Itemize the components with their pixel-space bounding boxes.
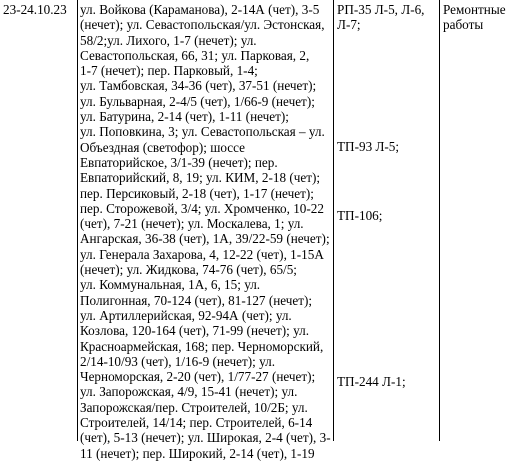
address-line: ул. Войкова (Караманова), 2-14А (чет), 3-5 bbox=[80, 2, 320, 17]
substation-line: ТП-106; bbox=[337, 208, 383, 223]
address-line: (нечет); ул. Севастопольская/ул. Эстонская, bbox=[80, 17, 325, 33]
address-line: (чет), 5-13 (нечет); ул. Широкая, 2-4 (чет), 3- bbox=[80, 430, 331, 446]
address-line: Козлова, 120-164 (чет), 71-99 (нечет); ул. bbox=[80, 323, 310, 339]
substation-line: ТП-93 Л-5; bbox=[337, 139, 400, 154]
address-line: Красноармейская, 168; пер. Черноморский, bbox=[80, 338, 324, 354]
address-line: 11 (нечет); пер. Широкий, 2-14 (чет), 1-19 bbox=[80, 445, 315, 461]
address-line: ул. Поповкина, 3; ул. Севастопольская – ул. bbox=[80, 124, 325, 140]
address-line: Черноморская, 2-20 (чет), 1/77-27 (нечет); bbox=[80, 369, 316, 385]
address-line: (чет), 7-21 (нечет); ул. Москалева, 1; ул. bbox=[80, 216, 304, 232]
address-line: 2/14-10/93 (чет), 1/16-9 (нечет); ул. bbox=[80, 353, 275, 369]
address-line: ул. Тамбовская, 34-36 (чет), 37-51 (нечет); bbox=[80, 78, 317, 94]
address-line: ул. Генерала Захарова, 4, 12-22 (чет), 1-15А bbox=[80, 246, 324, 262]
substation-line: ТП-244 Л-1; bbox=[337, 374, 406, 389]
address-line: ул. Бульварная, 2-4/5 (чет), 1/66-9 (нечет); bbox=[80, 93, 315, 109]
address-line: Евпаторийский, 8, 19; ул. КИМ, 2-18 (чет); bbox=[80, 170, 321, 186]
reason-cell bbox=[443, 2, 519, 33]
address-line: пер. Персиковый, 2-18 (чет), 1-17 (нечет); bbox=[80, 185, 314, 201]
address-line: Полигонная, 70-124 (чет), 81-127 (нечет); bbox=[80, 292, 313, 308]
address-line: ул. Коммунальная, 1А, 6, 15; ул. bbox=[80, 277, 261, 293]
reason-line: Ремонтные bbox=[443, 2, 506, 17]
column-divider-3 bbox=[439, 0, 440, 441]
date-cell: 23-24.10.23 bbox=[3, 2, 67, 17]
column-divider-2 bbox=[333, 0, 334, 441]
substation-line: Л-7; bbox=[337, 17, 361, 32]
address-line: 58/2;ул. Лихого, 1-7 (нечет); ул. bbox=[80, 32, 257, 48]
address-cell bbox=[80, 2, 330, 461]
reason-line: работы bbox=[443, 17, 484, 33]
address-line: ул. Запорожская, 4/9, 15-41 (нечет); ул. bbox=[80, 384, 298, 400]
address-line: ул. Артиллерийская, 92-94А (чет); ул. bbox=[80, 307, 292, 323]
address-line: пер. Сторожевой, 3/4; ул. Хромченко, 10-22 bbox=[80, 200, 324, 216]
address-line: (нечет); ул. Жидкова, 74-76 (чет), 65/5; bbox=[80, 262, 297, 278]
address-line: 1-7 (нечет); пер. Парковый, 1-4; bbox=[80, 63, 258, 79]
address-line: Ангарская, 36-38 (чет), 1А, 39/22-59 (нечет); bbox=[80, 231, 330, 247]
address-line: Объездная (светофор); шоссе bbox=[80, 139, 246, 155]
address-line: Севастопольская, 66, 31; ул. Парковая, 2, bbox=[80, 47, 310, 63]
column-divider-1 bbox=[77, 0, 78, 441]
substation-line: РП-35 Л-5, Л-6, bbox=[337, 2, 425, 17]
address-line: ул. Батурина, 2-14 (чет), 1-11 (нечет); bbox=[80, 109, 289, 125]
address-line: Евпаторийское, 3/1-39 (нечет); пер. bbox=[80, 154, 278, 170]
address-line: Строителей, 14/14; пер. Строителей, 6-14 bbox=[80, 415, 313, 431]
address-line: Запорожская/пер. Строителей, 10/2Б; ул. bbox=[80, 399, 308, 415]
